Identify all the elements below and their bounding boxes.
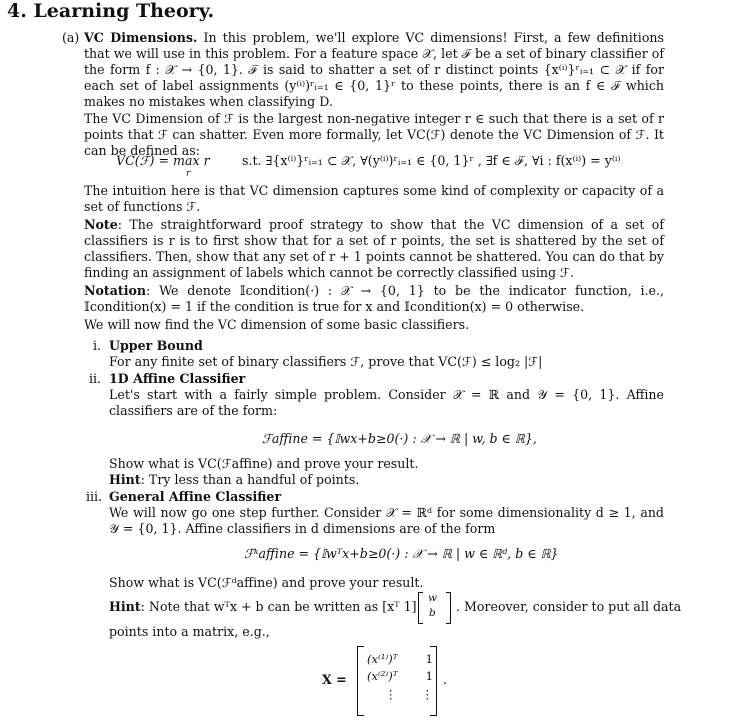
item-2-show: Show what is VC(ℱaffine) and prove your result. (109, 456, 419, 471)
matrix-row (367, 686, 433, 702)
matrix-left-bracket (357, 646, 364, 716)
item-3-hint-pre: : Note that wᵀx + b can be written as [xᵀ 1] (140, 599, 417, 614)
hint-vector-left-bracket (418, 592, 423, 624)
hint-vector-right-bracket (446, 592, 451, 624)
item-2-title: 1D Affine Classifier (109, 371, 246, 386)
matrix-cell: (x⁽²⁾)ᵀ (367, 669, 398, 683)
data-matrix (357, 646, 437, 714)
intuition: The intuition here is that VC dimension captures some kind of complexity or capacity of a set of functions ℱ. (84, 183, 664, 214)
item-1-body: For any finite set of binary classifiers ℱ, prove that VC(ℱ) ≤ log₂ |ℱ| (109, 354, 543, 369)
item-3-body: We will now go one step further. Consider 𝒳 = ℝᵈ for some dimensionality d ≥ 1, and 𝒴 = {0, 1}. Affine classifiers in d dimensions are of the form (109, 505, 664, 536)
note (84, 217, 664, 281)
part-a-label: (a) (62, 30, 80, 45)
matrix-cell: ⋮ (385, 687, 397, 701)
matrix-cell: ⋮ (421, 687, 433, 701)
hint-vector-bottom: b (429, 607, 436, 619)
matrix-right-bracket (430, 646, 437, 716)
item-2-hint-label: Hint (109, 472, 141, 487)
item-1-num: i. (93, 338, 102, 353)
item-3-hint (109, 599, 417, 615)
item-2-hint-text: : Try less than a handful of points. (140, 472, 360, 487)
item-3-hint-label: Hint (109, 599, 141, 614)
matrix-cell: 1 (425, 669, 433, 683)
notation-text: : We denote 𝕀condition(·) : 𝒳 → {0, 1} to be the indicator function, i.e., 𝕀condition(x) = 1 if the condition is true for x and 𝕀condition(x) = 0 otherwise. (84, 283, 664, 314)
item-2-hint (109, 472, 359, 488)
item-3-hint-cont: points into a matrix, e.g., (109, 624, 270, 639)
vc-formula-lhs-text: VC(ℱ) = max r (116, 153, 210, 168)
item-1-title: Upper Bound (109, 338, 203, 353)
item-2-body: Let's start with a fairly simple problem. Consider 𝒳 = ℝ and 𝒴 = {0, 1}. Affine classifiers are of the form: (109, 387, 664, 418)
matrix-row (367, 651, 433, 667)
item-3-hint-post: . Moreover, consider to put all data (456, 599, 682, 614)
matrix-lhs: X = (322, 672, 347, 687)
note-text: : The straightforward proof strategy to show that the VC dimension of a set of classifiers is r is to first show that for a set of r points, the set is shattered by the set of classifiers. Then, show that any set of r + 1 points cannot be shattered. You can do that by finding an assignment of labels which cannot be correctly classified using ℱ. (84, 217, 664, 280)
part-a-intro-text: In this problem, we'll explore VC dimensions! First, a few definitions that we will use in this problem. For a feature space 𝒳, let ℱ be a set of binary classifier of the form f : 𝒳 → {0, 1}. ℱ is said to shatter a set of r distinct points {x⁽ⁱ⁾}ʳᵢ₌₁ ⊂ 𝒳 if for each set of label assignments (y⁽ⁱ⁾)ʳᵢ₌₁ ∈ {0, 1}ʳ to these points, there is an f ∈ ℱ which makes no mistakes when classifying D. (84, 30, 664, 109)
matrix-cell: 1 (425, 652, 433, 666)
notation-label: Notation (84, 283, 147, 298)
matrix-end: . (443, 672, 448, 687)
section-title: 4. Learning Theory. (7, 0, 215, 22)
hint-vector-top: w (428, 592, 437, 604)
note-label: Note (84, 217, 118, 232)
part-a-heading: VC Dimensions. (84, 30, 198, 45)
item-3-title: General Affine Classifier (109, 489, 282, 504)
item-2-formula: ℱaffine = {𝕀wx+b≥0(·) : 𝒳 → ℝ | w, b ∈ ℝ}, (262, 431, 537, 446)
find-text: We will now find the VC dimension of some basic classifiers. (84, 317, 470, 332)
notation (84, 283, 664, 315)
vc-definition: The VC Dimension of ℱ is the largest non-negative integer r ∈ such that there is a set of r points that ℱ can shatter. Even more formally, let VC(ℱ) denote the VC Dimension of ℱ. It can be defined as: (84, 111, 664, 158)
vc-formula-under: r (186, 169, 191, 179)
item-3-show: Show what is VC(ℱᵈaffine) and prove your result. (109, 575, 424, 590)
part-a-intro (84, 30, 664, 110)
vc-formula-rhs: s.t. ∃{x⁽ⁱ⁾}ʳᵢ₌₁ ⊂ 𝒳, ∀(y⁽ⁱ⁾)ʳᵢ₌₁ ∈ {0, 1}ʳ , ∃f ∈ ℱ, ∀i : f(x⁽ⁱ⁾) = y⁽ⁱ⁾ (242, 153, 621, 168)
item-3-formula: ℱᵏaffine = {𝕀wᵀx+b≥0(·) : 𝒳 → ℝ | w ∈ ℝᵈ, b ∈ ℝ} (244, 546, 559, 561)
item-3-num: iii. (86, 489, 103, 504)
matrix-cell: (x⁽¹⁾)ᵀ (367, 652, 398, 666)
vc-formula-lhs (116, 153, 210, 169)
matrix-row (367, 668, 433, 684)
item-2-num: ii. (89, 371, 102, 386)
